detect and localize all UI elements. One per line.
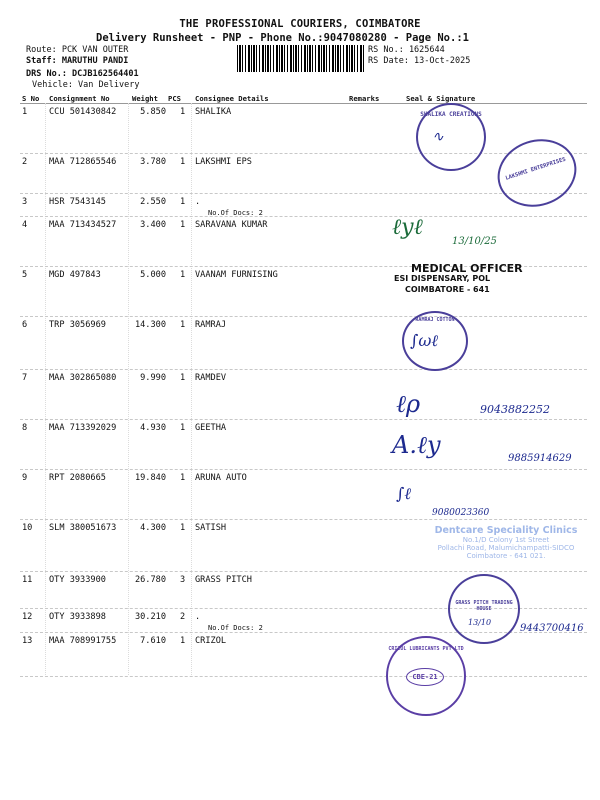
company-title: THE PROFESSIONAL COURIERS, COIMBATORE — [179, 18, 421, 30]
row-consignment-no: MAA 713392029 — [49, 423, 117, 433]
row-pcs: 2 — [180, 612, 186, 622]
col-rule — [45, 103, 46, 675]
stamp-crizol: CRIZOL LUBRICANTS PVT LTD CBE-21 — [386, 636, 466, 716]
row-divider — [20, 676, 587, 677]
row-docs-count: No.Of Docs: 2 — [208, 209, 263, 217]
row-sno: 4 — [22, 220, 28, 230]
row-consignee: ARUNA AUTO — [195, 473, 247, 483]
row-weight: 2.550 — [140, 197, 166, 207]
barcode — [237, 45, 364, 72]
row-docs-count: No.Of Docs: 2 — [208, 624, 263, 632]
row-sno: 6 — [22, 320, 28, 330]
row-sno: 5 — [22, 270, 28, 280]
row-consignee: VAANAM FURNISING — [195, 270, 278, 280]
row-weight: 14.300 — [134, 320, 166, 330]
row-pcs: 1 — [180, 636, 186, 646]
row-consignment-no: HSR 7543145 — [49, 197, 106, 207]
row-pcs: 1 — [180, 373, 186, 383]
row-weight: 4.300 — [140, 523, 166, 533]
row-consignment-no: MGD 497843 — [49, 270, 101, 280]
row-consignment-no: MAA 708991755 — [49, 636, 117, 646]
row-divider — [20, 316, 587, 317]
col-remarks: Remarks — [349, 94, 380, 103]
row-consignee: RAMRAJ — [195, 320, 227, 330]
row-divider — [20, 571, 587, 572]
signature-row8: A.ℓy — [392, 431, 441, 459]
row-sno: 7 — [22, 373, 28, 383]
row-consignee: GRASS PITCH — [195, 575, 252, 585]
row-consignment-no: OTY 3933900 — [49, 575, 106, 585]
row-consignee: LAKSHMI EPS — [195, 157, 252, 167]
header-rule — [20, 103, 587, 104]
row-consignment-no: RPT 2080665 — [49, 473, 106, 483]
row-sno: 9 — [22, 473, 28, 483]
col-sno: S No — [22, 94, 40, 103]
row-weight: 4.930 — [140, 423, 166, 433]
row-sno: 11 — [22, 575, 33, 585]
col-weight: Weight — [132, 94, 158, 103]
row-sno: 10 — [22, 523, 33, 533]
col-consignee: Consignee Details — [195, 94, 269, 103]
row-weight: 26.780 — [134, 575, 166, 585]
row-sno: 12 — [22, 612, 33, 622]
row-consignment-no: TRP 3056969 — [49, 320, 106, 330]
row-weight: 7.610 — [140, 636, 166, 646]
row-pcs: 1 — [180, 220, 186, 230]
row-consignee: SHALIKA — [195, 107, 232, 117]
row-divider — [20, 216, 587, 217]
stamp-ramraj: RAMRAJ COTTON ∫ωℓ — [402, 311, 468, 371]
signature-row4: ℓyℓ — [392, 215, 423, 240]
row-consignment-no: SLM 380051673 — [49, 523, 117, 533]
row-consignee: . — [195, 197, 201, 207]
row-divider — [20, 469, 587, 470]
row-sno: 3 — [22, 197, 28, 207]
col-pcs: PCS — [168, 94, 181, 103]
signature-row7: ℓρ — [396, 390, 421, 418]
rs-number: RS No.: 1625644 — [368, 45, 445, 55]
drs-label: DRS No.: DCJB162564401 — [26, 69, 139, 79]
row-weight: 9.990 — [140, 373, 166, 383]
staff-label: Staff: MARUTHU PANDI — [26, 56, 129, 66]
row-divider — [20, 369, 587, 370]
phone-row11: 9443700416 — [520, 623, 584, 634]
rs-date: RS Date: 13-Oct-2025 — [368, 56, 471, 66]
row-pcs: 1 — [180, 270, 186, 280]
row-consignment-no: OTY 3933898 — [49, 612, 106, 622]
row-sno: 1 — [22, 107, 28, 117]
stamp-shalika: SHALIKA CREATIONS ∿ — [416, 103, 486, 171]
row-consignee: SARAVANA KUMAR — [195, 220, 268, 230]
vehicle-label: Vehicle: Van Delivery — [32, 80, 140, 90]
row-weight: 3.780 — [140, 157, 166, 167]
col-seal: Seal & Signature — [406, 94, 476, 103]
row-consignee: RAMDEV — [195, 373, 227, 383]
signature-row9: ∫ℓ — [396, 484, 411, 503]
medical-stamp-line3: COIMBATORE - 641 — [405, 285, 490, 294]
row-consignment-no: MAA 712865546 — [49, 157, 117, 167]
row-sno: 8 — [22, 423, 28, 433]
row-sno: 2 — [22, 157, 28, 167]
row-weight: 5.850 — [140, 107, 166, 117]
row-divider — [20, 519, 587, 520]
row-consignee: . — [195, 612, 201, 622]
row-pcs: 1 — [180, 473, 186, 483]
row-consignee: SATISH — [195, 523, 227, 533]
row-consignment-no: MAA 302865080 — [49, 373, 117, 383]
medical-stamp-line2: ESI DISPENSARY, POL — [394, 274, 491, 283]
row-consignment-no: MAA 713434527 — [49, 220, 117, 230]
row-pcs: 1 — [180, 107, 186, 117]
phone-row8: 9885914629 — [508, 453, 572, 464]
row-pcs: 1 — [180, 423, 186, 433]
phone-row9: 9080023360 — [432, 508, 490, 518]
col-consignment: Consignment No — [49, 94, 110, 103]
row-pcs: 1 — [180, 197, 186, 207]
row-divider — [20, 153, 587, 154]
stamp-lakshmi: LAKSHMI ENTERPRISES — [489, 129, 585, 216]
row-consignment-no: CCU 501430842 — [49, 107, 117, 117]
row-consignee: CRIZOL — [195, 636, 227, 646]
stamp-grass-pitch: GRASS PITCH TRADING HOUSE 13/10 — [448, 574, 520, 644]
col-rule — [128, 103, 129, 675]
row-pcs: 1 — [180, 157, 186, 167]
row-pcs: 1 — [180, 320, 186, 330]
runsheet-title: Delivery Runsheet - PNP - Phone No.:9047080280 - Page No.:1 — [96, 32, 469, 44]
row-divider — [20, 419, 587, 420]
row-pcs: 3 — [180, 575, 186, 585]
col-rule — [191, 103, 192, 675]
row-weight: 5.000 — [140, 270, 166, 280]
row-sno: 13 — [22, 636, 33, 646]
row-consignee: GEETHA — [195, 423, 227, 433]
phone-row7: 9043882252 — [480, 403, 550, 416]
row-weight: 19.840 — [134, 473, 166, 483]
stamp-dentcare: Dentcare Speciality Clinics No.1/D Colony 1st Street Pollachi Road, Malumichampatti-SIDCO Coimbatore - 641 021. — [434, 525, 578, 560]
row-weight: 30.210 — [134, 612, 166, 622]
row-weight: 3.400 — [140, 220, 166, 230]
row-pcs: 1 — [180, 523, 186, 533]
medical-stamp-line1: MEDICAL OFFICER — [411, 262, 523, 275]
signature-row4-date: 13/10/25 — [452, 236, 497, 247]
route-label: Route: PCK VAN OUTER — [26, 45, 129, 55]
